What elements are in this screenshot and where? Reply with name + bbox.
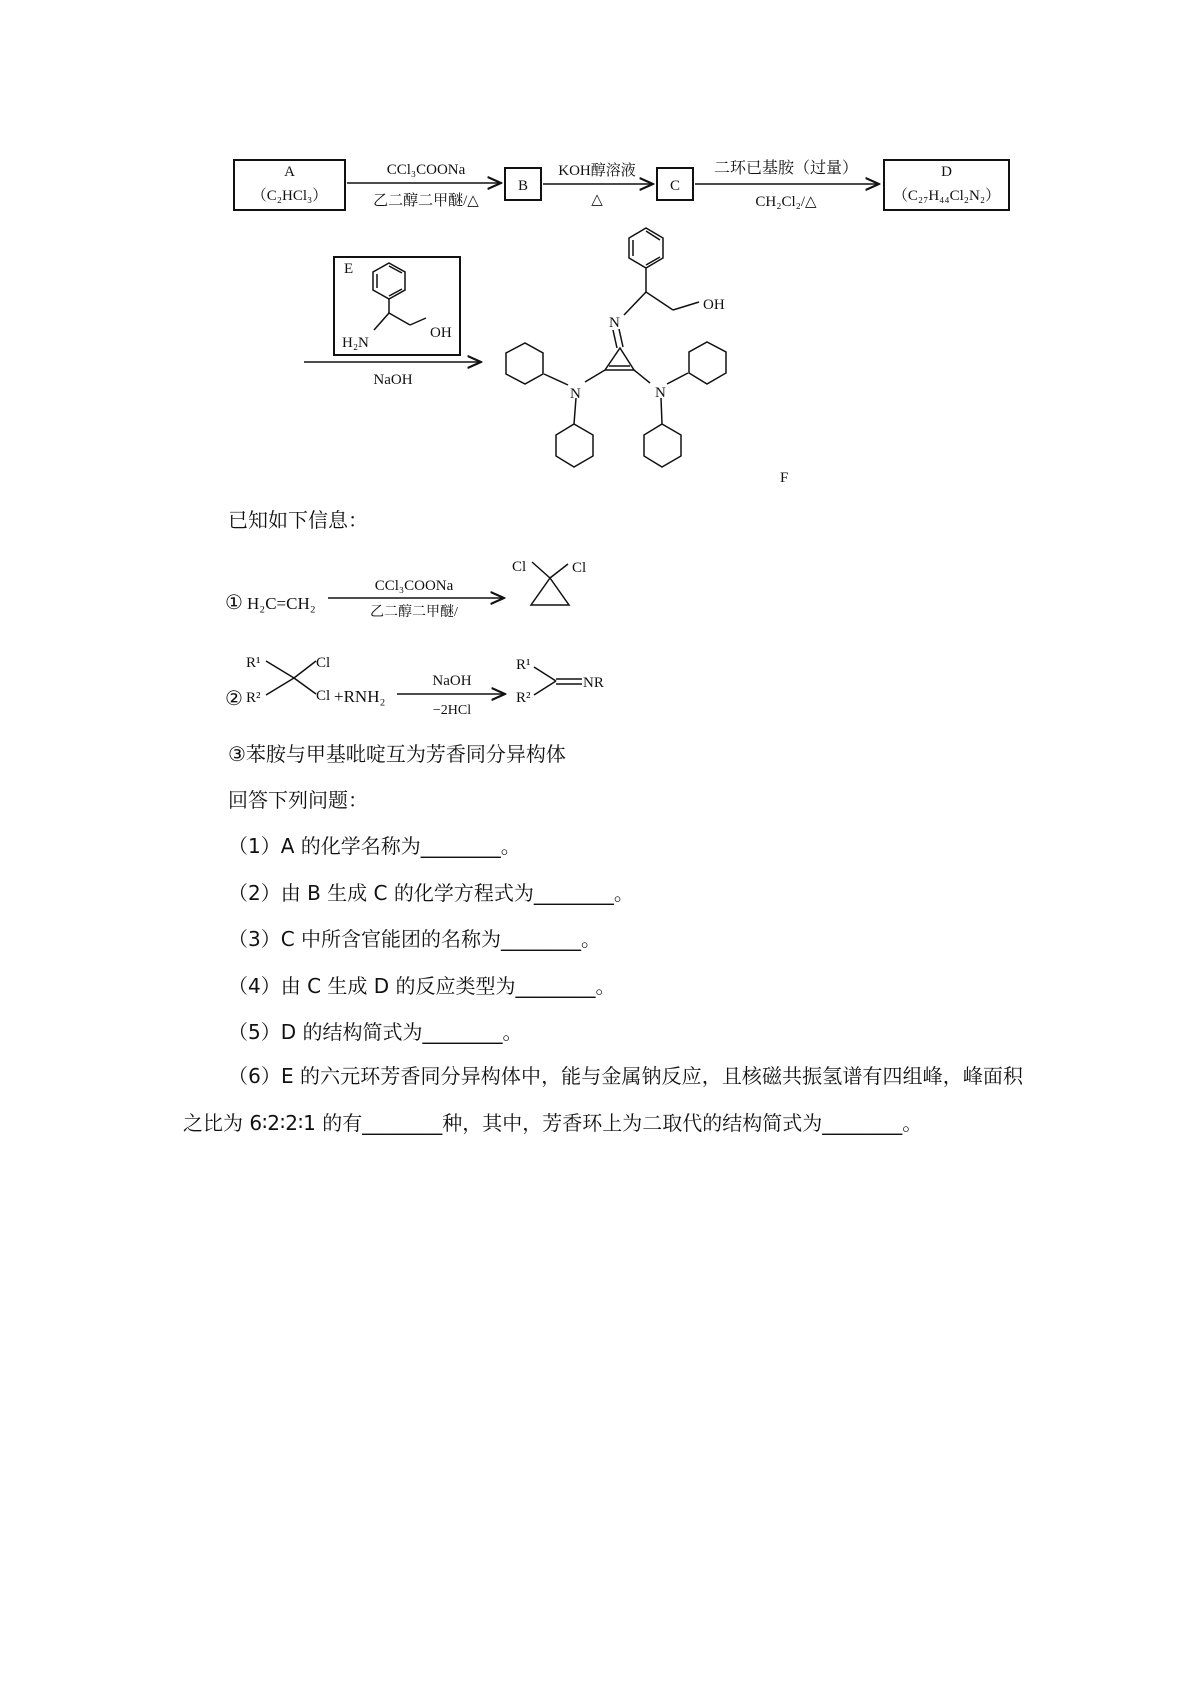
known-info-heading: 已知如下信息： (228, 508, 368, 532)
step3-condition: CH₂Cl₂/△ (755, 194, 817, 210)
reaction2-chlorine-top: Cl (316, 655, 331, 671)
step4-arrow (304, 362, 481, 388)
compound-f-label: F (780, 470, 789, 486)
compound-e-label: E (344, 261, 354, 277)
synthesis-scheme (0, 0, 1200, 500)
reaction1-condition: 乙二醇二甲醚/ (370, 605, 458, 620)
step2-reagent: KOH醇溶液 (558, 163, 636, 179)
reaction2-reagent: NaOH (432, 673, 472, 689)
known-reaction-1 (225, 559, 586, 620)
question-3: （3）C 中所含官能团的名称为________。 (228, 927, 602, 951)
reaction1-chlorine-right: Cl (572, 560, 587, 576)
step3-arrow (695, 159, 879, 210)
imine-product-structure (534, 667, 582, 695)
compound-f-left-nitrogen: N (570, 386, 581, 402)
dichlorocyclopropane-structure (531, 562, 569, 605)
questions-heading: 回答下列问题： (228, 788, 368, 812)
reaction1-reactant: H₂C=CH₂ (247, 594, 316, 613)
compound-f-right-nitrogen: N (655, 385, 666, 401)
compound-a-formula: （C₂HCl₃） (251, 188, 328, 204)
question-6: （6）E 的六元环芳香同分异构体中，能与金属钠反应，且核磁共振氢谱有四组峰，峰面积之比为 6∶2∶2∶1 的有________种，其中，芳香环上为二取代的结构简式为________。 (183, 1064, 1023, 1135)
known-reaction-2 (225, 655, 604, 718)
reaction2-chlorine-bottom: Cl (316, 688, 331, 704)
step1-arrow (347, 162, 501, 209)
question-4: （4）由 C 生成 D 的反应类型为________。 (228, 974, 616, 998)
reaction1-chlorine-left: Cl (512, 559, 527, 575)
compound-c-box (657, 168, 693, 200)
gem-dichloride-structure (266, 661, 316, 695)
reaction2-r2: R² (246, 690, 261, 706)
compound-e-hydroxyl: OH (430, 325, 452, 341)
reaction2-r1: R¹ (246, 655, 261, 671)
compound-f-structure (506, 228, 788, 486)
compound-e-amine: H₂N (342, 335, 369, 351)
compound-e-structure (373, 263, 426, 330)
step2-condition: △ (591, 192, 603, 208)
reaction2-product-nr: NR (583, 675, 604, 691)
step2-arrow (543, 161, 653, 208)
compound-b-box (505, 168, 541, 200)
known-info-3: ③苯胺与甲基吡啶互为芳香同分异构体 (228, 742, 566, 766)
step1-condition: 乙二醇二甲醚/△ (373, 193, 479, 209)
compound-b-label: B (517, 178, 529, 194)
question-1: （1）A 的化学名称为________。 (228, 834, 521, 858)
reaction2-byproduct: −2HCl (432, 703, 472, 718)
step3-reagent: 二环已基胺（过量） (713, 160, 859, 177)
reaction1-marker: ① (225, 592, 243, 614)
compound-e-box (334, 257, 460, 355)
compound-c-label: C (669, 178, 681, 194)
compound-a-label: A (284, 164, 295, 180)
reaction2-marker: ② (225, 688, 243, 710)
compound-f-imine-nitrogen: N (609, 315, 620, 331)
compound-d-label: D (941, 164, 952, 180)
question-2: （2）由 B 生成 C 的化学方程式为________。 (228, 881, 634, 905)
reaction2-product-r2: R² (516, 690, 531, 706)
known-reactions (0, 550, 1200, 718)
question-5: （5）D 的结构简式为________。 (228, 1020, 523, 1044)
step1-reagent: CCl₃COONa (386, 162, 466, 178)
compound-a-box (234, 160, 345, 210)
compound-f-hydroxyl: OH (703, 297, 725, 313)
reaction2-product-r1: R¹ (516, 657, 531, 673)
compound-d-box (884, 160, 1009, 210)
compound-d-formula: （C₂₇H₄₄Cl₂N₂） (892, 188, 1001, 204)
step4-condition: NaOH (373, 372, 413, 388)
reaction1-reagent: CCl₃COONa (374, 578, 454, 594)
reaction2-amine: +RNH₂ (334, 687, 386, 706)
